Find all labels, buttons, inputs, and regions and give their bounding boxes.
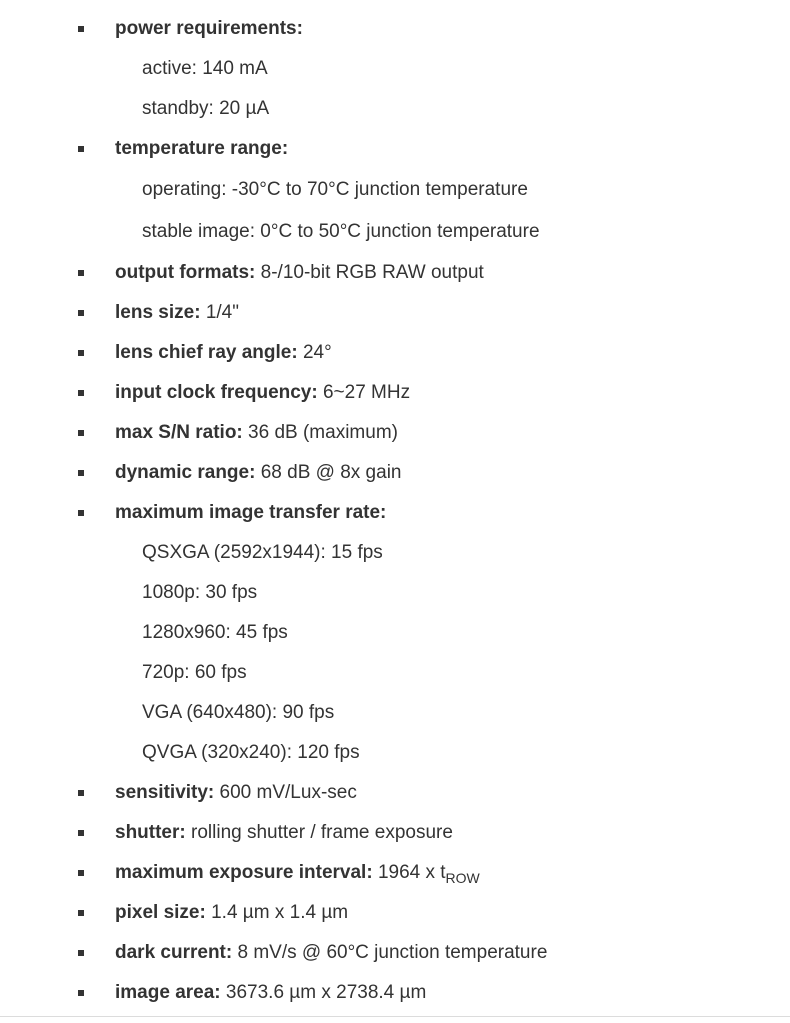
- spec-value: 36 dB (maximum): [248, 422, 398, 443]
- spec-value: 8 mV/s @ 60°C junction temperature: [237, 942, 548, 963]
- spec-item-maximum-image-transfer-rate: [78, 493, 778, 773]
- spec-item-dark-current: [78, 933, 778, 973]
- bullet-icon: [78, 870, 84, 876]
- sub-item: 1280x960: 45 fps: [142, 622, 288, 643]
- spec-label: output formats:: [115, 262, 256, 283]
- spec-item-max-sn-ratio: [78, 413, 778, 453]
- spec-label: dark current:: [115, 942, 233, 963]
- spec-label: maximum exposure interval:: [115, 862, 373, 883]
- spec-value: 1964 x t: [377, 862, 446, 883]
- bullet-icon: [78, 350, 84, 356]
- bullet-icon: [78, 990, 84, 996]
- spec-item-lens-chief-ray-angle: [78, 333, 778, 373]
- bullet-icon: [78, 790, 84, 796]
- sub-item: standby: 20 µA: [142, 98, 270, 119]
- spec-item-temperature-range: [78, 129, 778, 253]
- bullet-icon: [78, 910, 84, 916]
- spec-label: power requirements:: [115, 18, 303, 39]
- sub-item: operating: -30°C to 70°C junction temperature: [142, 179, 528, 200]
- spec-label: maximum image transfer rate:: [115, 502, 387, 523]
- sub-list: [115, 169, 778, 253]
- bullet-icon: [78, 950, 84, 956]
- spec-value: 6~27 MHz: [322, 382, 411, 403]
- spec-label: image area:: [115, 982, 221, 1003]
- sub-list: [115, 49, 778, 129]
- spec-value-subscript: ROW: [445, 870, 480, 886]
- spec-label: shutter:: [115, 822, 186, 843]
- bottom-divider: [0, 1016, 790, 1017]
- spec-item-output-formats: [78, 253, 778, 293]
- bullet-icon: [78, 510, 84, 516]
- spec-label: lens size:: [115, 302, 201, 323]
- sub-item: 1080p: 30 fps: [142, 582, 258, 603]
- spec-item-pixel-size: [78, 893, 778, 933]
- sub-item: QSXGA (2592x1944): 15 fps: [142, 542, 383, 563]
- spec-label: temperature range:: [115, 138, 289, 159]
- spec-value: 600 mV/Lux-sec: [219, 782, 357, 803]
- spec-label: pixel size:: [115, 902, 206, 923]
- bullet-icon: [78, 430, 84, 436]
- spec-value: 24°: [302, 342, 332, 363]
- spec-value: 3673.6 µm x 2738.4 µm: [225, 982, 427, 1003]
- spec-item-dynamic-range: [78, 453, 778, 493]
- bullet-icon: [78, 146, 84, 152]
- spec-label: max S/N ratio:: [115, 422, 243, 443]
- sub-list: [115, 533, 778, 773]
- spec-value: rolling shutter / frame exposure: [191, 822, 453, 843]
- sub-item: 720p: 60 fps: [142, 662, 247, 683]
- bullet-icon: [78, 470, 84, 476]
- spec-item-image-area: [78, 973, 778, 1013]
- spec-value: 1/4": [205, 302, 239, 323]
- spec-value: 1.4 µm x 1.4 µm: [211, 902, 349, 923]
- spec-item-maximum-exposure-interval: [78, 853, 778, 893]
- sub-item: stable image: 0°C to 50°C junction temperature: [142, 221, 540, 242]
- bullet-icon: [78, 830, 84, 836]
- spec-value: 8-/10-bit RGB RAW output: [260, 262, 484, 283]
- spec-item-sensitivity: [78, 773, 778, 813]
- sub-item: QVGA (320x240): 120 fps: [142, 742, 360, 763]
- bullet-icon: [78, 270, 84, 276]
- spec-label: input clock frequency:: [115, 382, 318, 403]
- spec-label: dynamic range:: [115, 462, 256, 483]
- bullet-icon: [78, 310, 84, 316]
- spec-list: [78, 9, 778, 1013]
- spec-label: sensitivity:: [115, 782, 215, 803]
- spec-value: 68 dB @ 8x gain: [260, 462, 402, 483]
- spec-item-input-clock-frequency: [78, 373, 778, 413]
- bullet-icon: [78, 390, 84, 396]
- spec-item-lens-size: [78, 293, 778, 333]
- sub-item: VGA (640x480): 90 fps: [142, 702, 335, 723]
- spec-label: lens chief ray angle:: [115, 342, 298, 363]
- spec-item-shutter: [78, 813, 778, 853]
- spec-item-power-requirements: [78, 9, 778, 129]
- sub-item: active: 140 mA: [142, 58, 268, 79]
- bullet-icon: [78, 26, 84, 32]
